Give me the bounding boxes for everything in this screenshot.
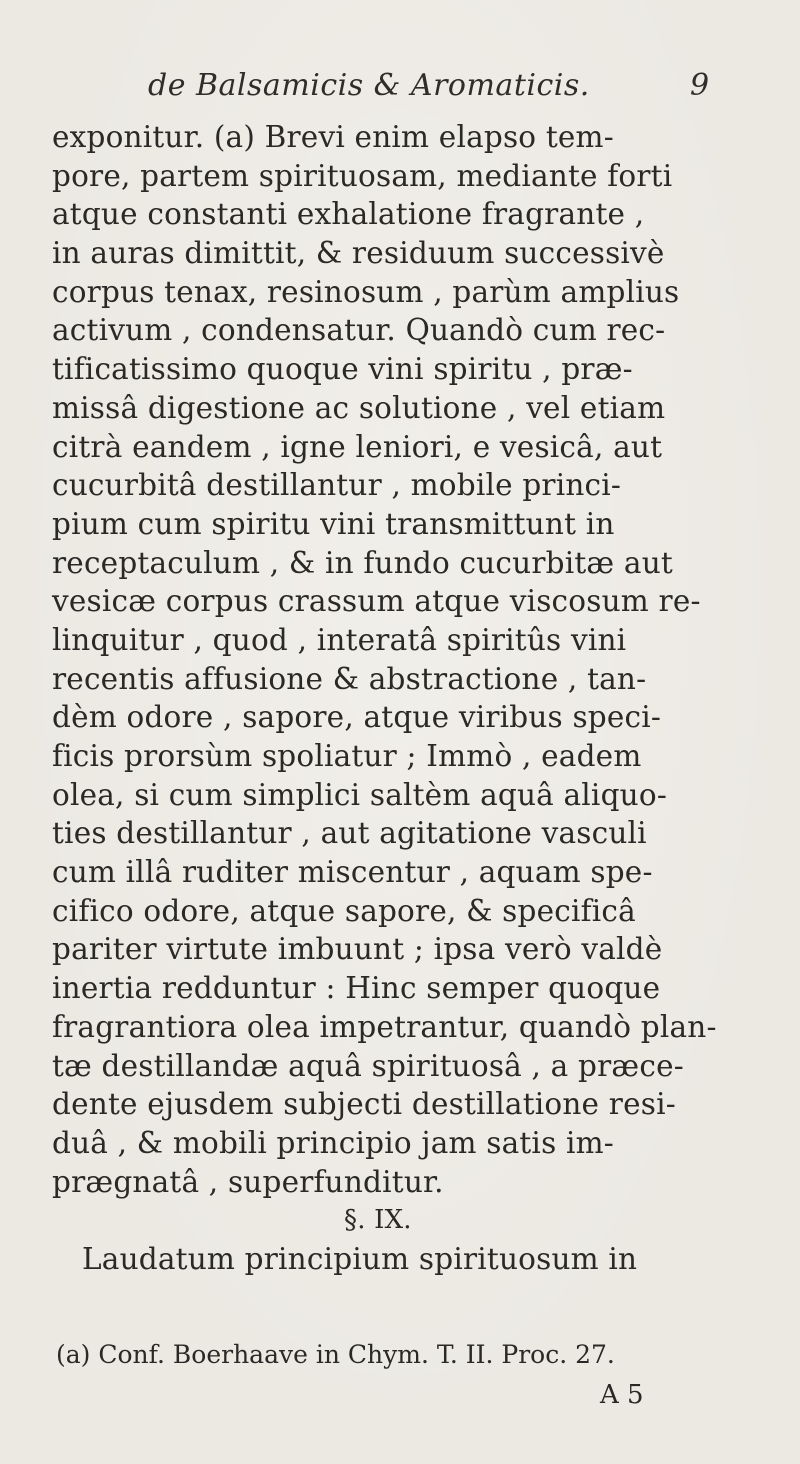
text-line: ficis prorsùm spoliatur ; Immò , eadem (52, 739, 642, 773)
text-line: pariter virtute imbuunt ; ipsa verò valdè (52, 932, 663, 967)
text-line: exponitur. (a) Brevi enim elapso tem- (52, 120, 614, 154)
text-line: fragrantiora olea impetrantur, quandò plan- (52, 1009, 717, 1044)
text-line: tificatissimo quoque vini spiritu , præ- (52, 352, 633, 387)
footnote: (a) Conf. Boerhaave in Chym. T. II. Proc. 27. (56, 1340, 615, 1369)
text-line: in auras dimittit, & residuum successivè (52, 236, 665, 271)
text-line: Laudatum principium spirituosum in (82, 1241, 638, 1276)
page-number: 9 (690, 68, 710, 103)
text-line: dèm odore , sapore, atque viribus speci- (52, 700, 662, 735)
text-line: vesicæ corpus crassum atque viscosum re- (52, 584, 701, 619)
catchword: A 5 (600, 1380, 644, 1410)
text-line: duâ , & mobili principio jam satis im- (52, 1125, 614, 1160)
text-line: missâ digestione ac solutione , vel etiam (52, 390, 666, 425)
text-line: recentis affusione & abstractione , tan- (52, 661, 647, 696)
text-line: cum illâ ruditer miscentur , aquam spe- (52, 855, 653, 890)
text-line: activum , condensatur. Quandò cum rec- (52, 313, 666, 348)
text-line: tæ destillandæ aquâ spirituosâ , a præce- (52, 1048, 684, 1083)
section-heading: §. IX. (344, 1205, 412, 1236)
text-line: inertia redduntur : Hinc semper quoque (52, 971, 661, 1006)
text-line: cucurbitâ destillantur , mobile princi- (52, 468, 622, 503)
text-line: dente ejusdem subjecti destillatione resi- (52, 1087, 676, 1122)
text-line: citrà eandem , igne leniori, e vesicâ, aut (52, 429, 663, 464)
text-line: receptaculum , & in fundo cucurbitæ aut (52, 545, 673, 580)
text-line: olea, si cum simplici saltèm aquâ aliquo- (52, 777, 667, 812)
text-line: corpus tenax, resinosum , parùm amplius (52, 274, 680, 309)
text-line: pore, partem spirituosam, mediante forti (52, 158, 673, 193)
text-line: cifico odore, atque sapore, & specificâ (52, 893, 636, 928)
text-line: pium cum spiritu vini transmittunt in (52, 506, 615, 541)
text-line: atque constanti exhalatione fragrante , (52, 197, 645, 232)
main-text (52, 118, 772, 1279)
text-line: linquitur , quod , interatâ spiritûs vini (52, 622, 627, 657)
running-title: de Balsamicis & Aromaticis. (148, 68, 590, 103)
text-line: prægnatâ , superfunditur. (52, 1164, 444, 1199)
text-line: ties destillantur , aut agitatione vasculi (52, 816, 647, 851)
